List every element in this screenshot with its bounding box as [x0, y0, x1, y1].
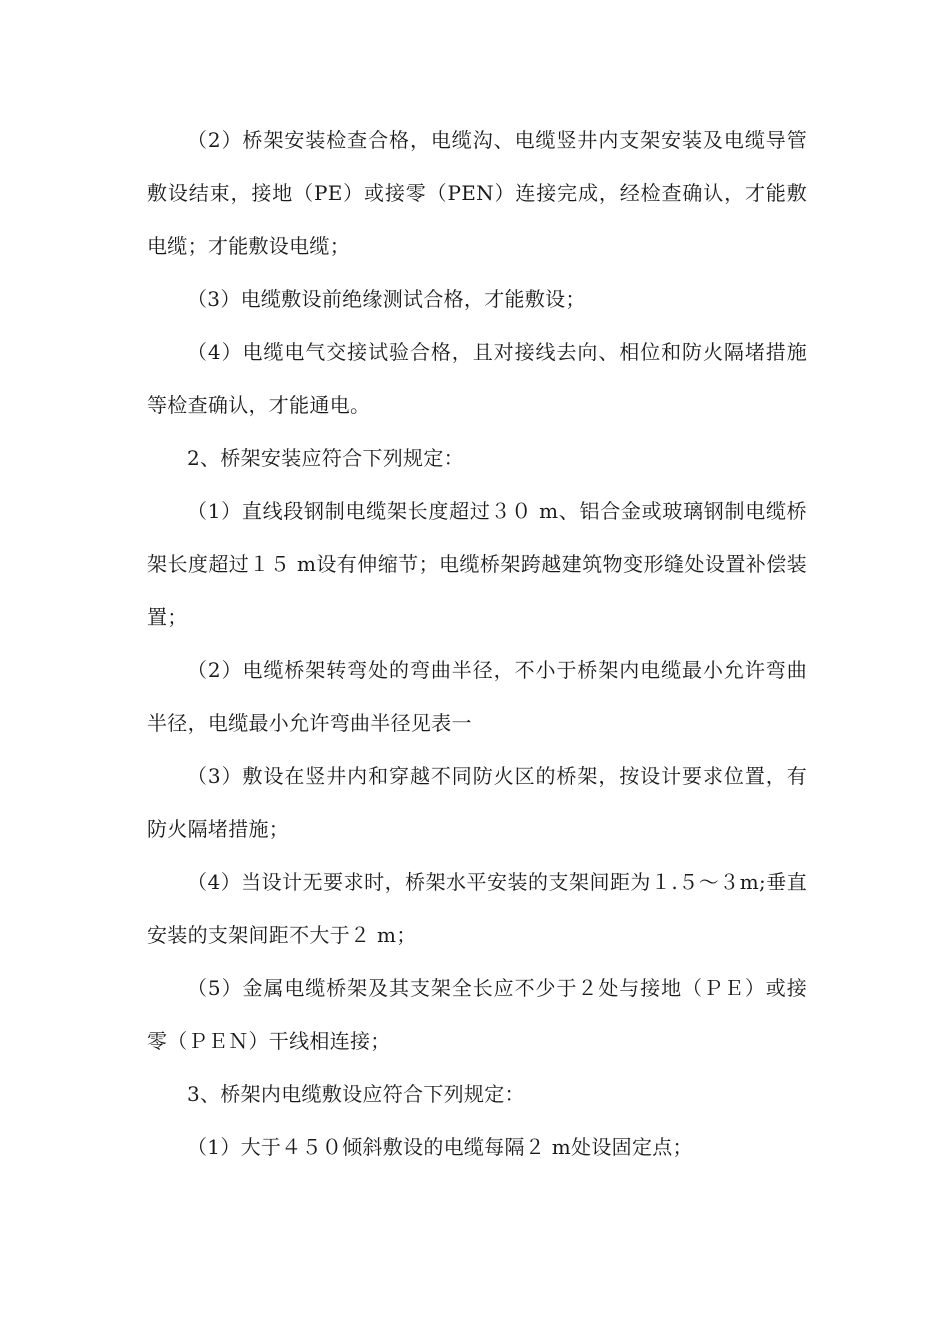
- paragraph-item-3-insulation-test: （3）电缆敷设前绝缘测试合格，才能敷设；: [187, 287, 586, 311]
- document-body: [147, 114, 807, 1174]
- paragraph-item-1-expansion-joint: （1）直线段钢制电缆架长度超过３０ m、铝合金或玻璃钢制电缆桥架长度超过１５ m设有伸缩节；电缆桥架跨越建筑物变形缝处设置补偿装置；: [147, 499, 807, 629]
- paragraph-item-4-support-spacing: （4）当设计无要求时，桥架水平安装的支架间距为１.５～３m;垂直安装的支架间距不大于２ m；: [147, 870, 807, 947]
- paragraph-item-2-bridge-inspection: （2）桥架安装检查合格，电缆沟、电缆竖井内支架安装及电缆导管敷设结束，接地（PE）或接零（PEN）连接完成，经检查确认，才能敷电缆；才能敷设电缆；: [147, 128, 807, 258]
- section-heading-3-cable-laying: 3、桥架内电缆敷设应符合下列规定：: [187, 1082, 525, 1106]
- paragraph-item-2-bend-radius: （2）电缆桥架转弯处的弯曲半径，不小于桥架内电缆最小允许弯曲半径，电缆最小允许弯曲半径见表一: [147, 658, 807, 735]
- paragraph-item-4-handover-test: （4）电缆电气交接试验合格，且对接线去向、相位和防火隔堵措施等检查确认，才能通电。: [147, 340, 807, 417]
- section-heading-2-bridge-installation: 2、桥架安装应符合下列规定：: [187, 446, 464, 470]
- paragraph-item-5-grounding: （5）金属电缆桥架及其支架全长应不少于２处与接地（ＰＥ）或接零（ＰＥＮ）干线相连接；: [147, 976, 807, 1053]
- paragraph-item-3-fire-barrier: （3）敷设在竖井内和穿越不同防火区的桥架，按设计要求位置，有防火隔堵措施；: [147, 764, 807, 841]
- paragraph-item-1-fixing-points: （1）大于４５０倾斜敷设的电缆每隔２ m处设固定点；: [187, 1135, 693, 1159]
